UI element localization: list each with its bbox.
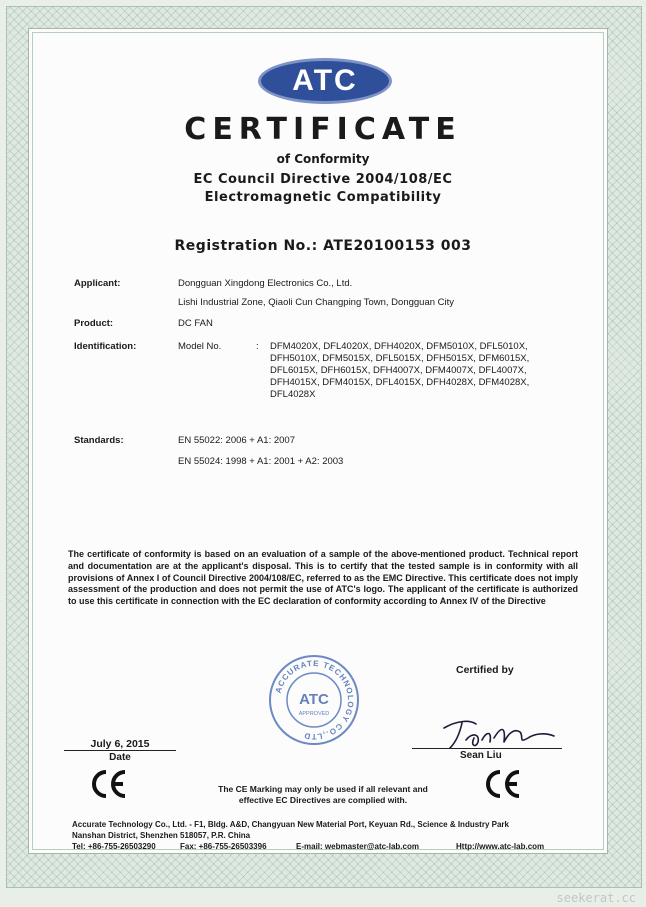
footer-website: Http://www.atc-lab.com [456,842,545,851]
model-line: DFH5010X, DFM5015X, DFL5015X, DFH5015X, DFM6015X, [270,353,530,364]
conformity-statement: The certificate of conformity is based on an evaluation of a sample of the above-mentioned product. Technical report and documentation are at the applicant's disposal. This is to certify that the tested sample is in conformity with all provisions of Annex I of Council Directive 2004/108/EC, referred to as the EMC Directive. This certificate does not imply assessment of the production and does not permit the use of ATC's logo. The applicant of the certificate is authorized to use this certificate in connection with the EC declaration of conformity according to Annex IV of the Directive [68,549,578,607]
applicant-address: Lishi Industrial Zone, Qiaoli Cun Changping Town, Dongguan City [178,297,455,308]
seal-center-text: ATC [299,691,329,708]
footer-address-line: Nanshan District, Shenzhen 518057, P.R. China [72,831,251,840]
ce-mark-icon [482,766,522,802]
standard-item: EN 55024: 1998 + A1: 2001 + A2: 2003 [178,456,344,467]
seal-ring-text: ACCURATE TECHNOLOGY CO.,LTD [273,658,356,742]
ce-mark-icon [88,766,128,802]
date-label: Date [109,752,131,763]
model-colon: : [256,341,259,352]
product-value: DC FAN [178,318,213,329]
ce-note-line: effective EC Directives are complied with. [238,795,408,805]
certified-by-label: Certified by [456,664,514,676]
logo-text: ATC [292,64,358,97]
ce-marking-note [190,784,456,806]
applicant-name: Dongguan Xingdong Electronics Co., Ltd. [178,278,353,289]
model-line: DFH4015X, DFM4015X, DFL4015X, DFH4028X, DFM4028X, [270,377,530,388]
signer-name: Sean Liu [460,750,502,761]
ce-note-line: The CE Marking may only be used if all relevant and [218,784,428,794]
atc-logo [258,58,392,104]
model-line: DFM4020X, DFL4020X, DFH4020X, DFM5010X, DFL5010X, [270,341,528,352]
standard-item: EN 55022: 2006 + A1: 2007 [178,435,296,446]
applicant-label: Applicant: [74,278,121,289]
issue-date: July 6, 2015 [90,738,150,750]
subtitle-emc: Electromagnetic Compatibility [204,190,442,205]
atc-seal-stamp [268,654,360,746]
footer-email: E-mail: webmaster@atc-lab.com [296,842,419,851]
subtitle-conformity: of Conformity [276,152,370,166]
model-label: Model No. [178,341,222,352]
subtitle-directive: EC Council Directive 2004/108/EC [193,172,453,187]
identification-label: Identification: [74,341,137,352]
model-list [270,341,570,401]
watermark: seekerat.cc [556,891,636,905]
footer-address-line: Accurate Technology Co., Ltd. - F1, Bldg. A&D, Changyuan New Material Port, Keyuan Rd., Science & Industry Park [72,820,509,829]
footer-tel: Tel: +86-755-26503290 [72,842,156,851]
signature-underline [412,748,562,749]
model-line: DFL4028X [270,389,316,400]
standards-label: Standards: [74,435,124,446]
product-label: Product: [74,318,114,329]
date-underline [64,750,176,751]
model-line: DFL6015X, DFH6015X, DFH4007X, DFM4007X, DFL4007X, [270,365,527,376]
footer-fax: Fax: +86-755-26503396 [180,842,267,851]
certificate-title: CERTIFICATE [184,112,462,147]
footer-contacts [72,842,582,853]
seal-approved-text: APPROVED [298,711,330,717]
registration-number: Registration No.: ATE20100153 003 [174,238,472,254]
